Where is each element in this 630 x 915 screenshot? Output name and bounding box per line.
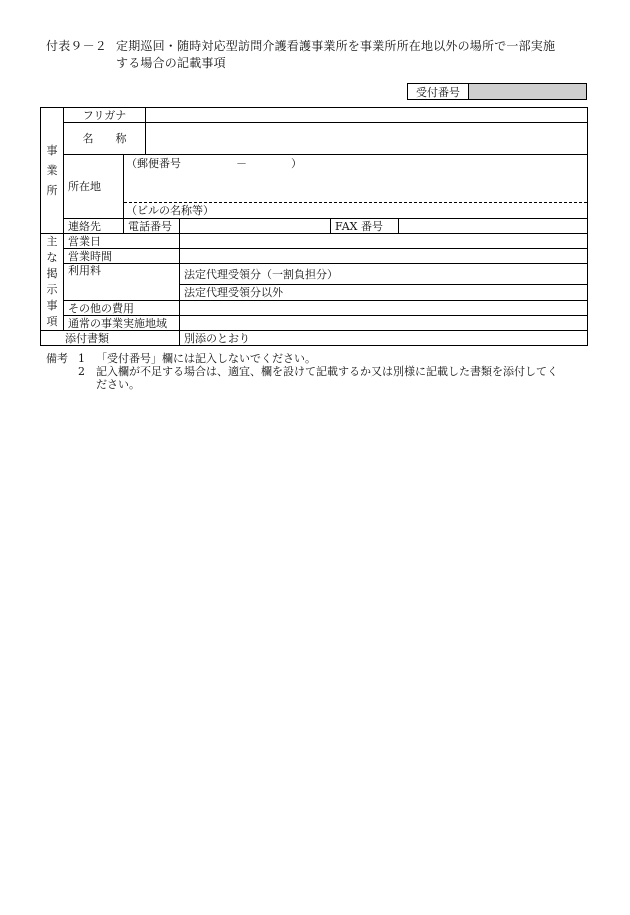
note-text: 「受付番号」欄には記入しないでください。 xyxy=(96,352,316,365)
attachment-value: 別添のとおり xyxy=(180,331,588,346)
business-hours-label: 営業時間 xyxy=(64,249,180,264)
address-divider xyxy=(124,202,587,203)
building-name-label: （ビルの名称等） xyxy=(126,204,214,217)
name-label: 名 称 xyxy=(64,123,146,155)
receipt-number-box xyxy=(407,83,587,100)
contact-label: 連絡先 xyxy=(64,219,124,234)
other-costs-label: その他の費用 xyxy=(64,301,180,316)
fax-input[interactable] xyxy=(399,219,588,234)
form-number: 付表９－２ xyxy=(46,39,108,53)
fee-other-label: 法定代理受領分以外 xyxy=(180,285,588,301)
business-days-input[interactable] xyxy=(180,234,588,249)
phone-input[interactable] xyxy=(180,219,331,234)
attachment-label: 添付書類 xyxy=(41,331,180,346)
usage-fee-label: 利用料 xyxy=(64,264,180,301)
note-number: 2 xyxy=(78,365,85,378)
name-input[interactable] xyxy=(146,123,588,155)
office-form-table xyxy=(40,107,588,346)
business-hours-input[interactable] xyxy=(180,249,588,264)
form-title-line1: 定期巡回・随時対応型訪問介護看護事業所を事業所所在地以外の場所で一部実施 xyxy=(116,39,556,53)
fax-label: FAX 番号 xyxy=(331,219,399,234)
service-area-input[interactable] xyxy=(180,316,588,331)
furigana-label: フリガナ xyxy=(64,108,146,123)
fee-proxy-label: 法定代理受領分（一割負担分） xyxy=(180,264,588,285)
other-costs-input[interactable] xyxy=(180,301,588,316)
main-items-group-label: 主 な 掲 示 事 項 xyxy=(41,234,64,331)
notes-heading: 備考 xyxy=(46,352,68,365)
furigana-input[interactable] xyxy=(146,108,588,123)
receipt-number-label: 受付番号 xyxy=(408,84,469,99)
location-label: 所在地 xyxy=(64,155,124,219)
postal-code-label: （郵便番号 － ） xyxy=(126,157,302,170)
address-input[interactable] xyxy=(124,155,588,219)
notes-section xyxy=(46,352,600,391)
receipt-number-field[interactable] xyxy=(469,84,586,99)
phone-label: 電話番号 xyxy=(124,219,180,234)
business-days-label: 営業日 xyxy=(64,234,180,249)
note-number: 1 xyxy=(78,352,85,365)
office-group-label: 事 業 所 xyxy=(41,108,64,234)
service-area-label: 通常の事業実施地域 xyxy=(64,316,180,331)
note-text-continuation: ださい。 xyxy=(96,378,140,391)
form-title-line2: する場合の記載事項 xyxy=(116,56,226,70)
form-title xyxy=(46,38,555,72)
note-text: 記入欄が不足する場合は、適宜、欄を設けて記載するか又は別様に記載した書類を添付してく xyxy=(96,365,558,378)
